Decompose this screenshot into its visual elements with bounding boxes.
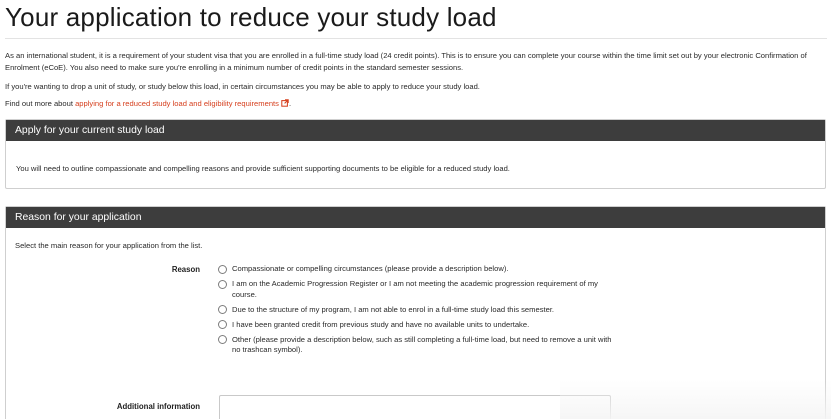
drop-unit-paragraph: If you're wanting to drop a unit of study, or study below this load, in certain circumstances you may be able to apply to reduce your study load.: [5, 82, 480, 91]
current-study-load-heading: Apply for your current study load: [6, 120, 825, 141]
eligibility-requirements-link[interactable]: [75, 99, 292, 108]
reason-label: Reason: [171, 265, 200, 274]
current-study-load-panel: [5, 119, 826, 189]
reason-option-credit-granted[interactable]: [218, 320, 618, 331]
additional-information-label: Additional information: [116, 402, 200, 411]
current-study-load-text: You will need to outline compassionate and compelling reasons and provide sufficient supporting documents to be eligible for a reduced study load.: [16, 164, 510, 173]
find-out-more-paragraph: [5, 98, 827, 110]
reason-option-other[interactable]: [218, 335, 618, 356]
eligibility-link-text: applying for a reduced study load and eligibility requirements: [75, 99, 279, 108]
reason-option-academic-progression[interactable]: [218, 279, 618, 300]
reason-option-compassionate[interactable]: [218, 264, 618, 275]
find-out-suffix: .: [288, 99, 292, 108]
radio-button[interactable]: [218, 320, 227, 329]
radio-button[interactable]: [218, 265, 227, 274]
reason-panel: [5, 206, 826, 419]
radio-button[interactable]: [218, 280, 227, 289]
radio-button[interactable]: [218, 305, 227, 314]
reason-option-label: Compassionate or compelling circumstances (please provide a description below).: [232, 264, 509, 273]
reason-option-program-structure[interactable]: [218, 305, 618, 316]
intro-paragraph: As an international student, it is a requirement of your student visa that you are enrolled in a full-time study load (24 credit points). This is to ensure you can complete your course within the time limit set out by your electronic Confirmation of Enrolment (eCoE). You also need to make sure you're enrolling in a minimum number of credit points in the standard semester sessions.: [5, 51, 807, 72]
reason-radio-group: [218, 264, 618, 360]
title-divider: [5, 38, 827, 39]
find-out-prefix: Find out more about: [5, 99, 76, 108]
reason-option-label: Other (please provide a description below, such as still completing a full-time load, but need to remove a unit with no trashcan symbol).: [232, 334, 612, 354]
additional-information-textarea[interactable]: [219, 395, 611, 419]
reason-panel-heading: Reason for your application: [6, 207, 825, 228]
external-link-icon: [281, 99, 292, 108]
reason-intro-text: Select the main reason for your application from the list.: [15, 241, 203, 250]
radio-button[interactable]: [218, 335, 227, 344]
reason-option-label: I am on the Academic Progression Register or I am not meeting the academic progression requirement of my course.: [232, 279, 598, 299]
page-title: Your application to reduce your study load: [5, 2, 497, 32]
reason-option-label: Due to the structure of my program, I am not able to enrol in a full-time study load this semester.: [232, 304, 555, 314]
reason-option-label: I have been granted credit from previous study and have no available units to undertake.: [232, 319, 530, 329]
